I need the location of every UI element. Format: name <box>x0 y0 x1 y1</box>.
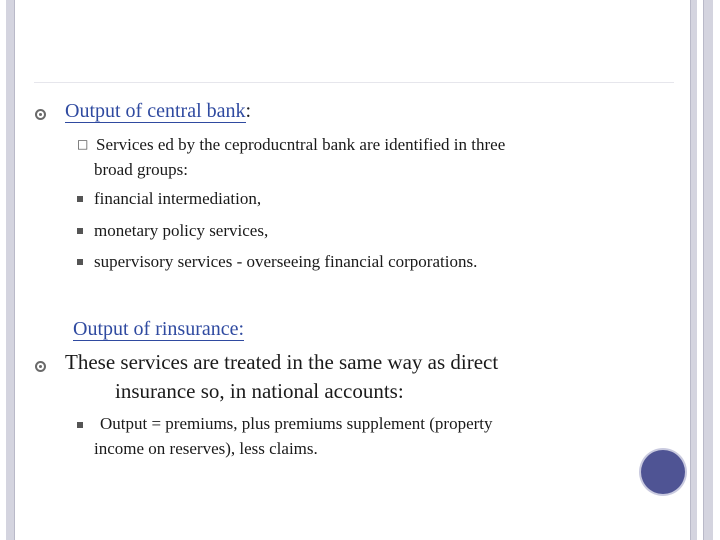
section2-line-2: insurance so, in national accounts: <box>115 379 404 403</box>
decorative-circle <box>641 450 685 494</box>
list-item: financial intermediation, <box>94 189 262 208</box>
section2-item-line-1: Output = premiums, plus premiums supplement (property <box>100 414 493 433</box>
square-bullet-icon <box>77 228 83 234</box>
right-frame-bar-outer <box>703 0 713 540</box>
section2-line-1: These services are treated in the same way as direct <box>65 350 499 374</box>
square-bullet-icon <box>77 196 83 202</box>
right-frame-bar-inner <box>690 0 697 540</box>
section-heading-insurance: Output of rinsurance: <box>73 318 245 340</box>
section2-item-line-2: income on reserves), less claims. <box>94 439 318 458</box>
left-frame-bar <box>6 0 15 540</box>
circle-bullet-icon <box>35 361 46 372</box>
section-heading-central-bank: Output of central bank: <box>65 100 252 122</box>
square-bullet-icon <box>77 422 83 428</box>
missing-glyph-box: □ <box>77 137 89 151</box>
sub-line-2: broad groups: <box>94 160 188 179</box>
list-item: supervisory services - overseeing financial corporations. <box>94 252 478 271</box>
top-divider <box>34 82 674 83</box>
square-bullet-icon <box>77 259 83 265</box>
circle-bullet-icon <box>35 109 46 120</box>
sub-line-1: Services ed by the ceproducntral bank are identified in three <box>96 135 506 154</box>
list-item: monetary policy services, <box>94 221 269 240</box>
